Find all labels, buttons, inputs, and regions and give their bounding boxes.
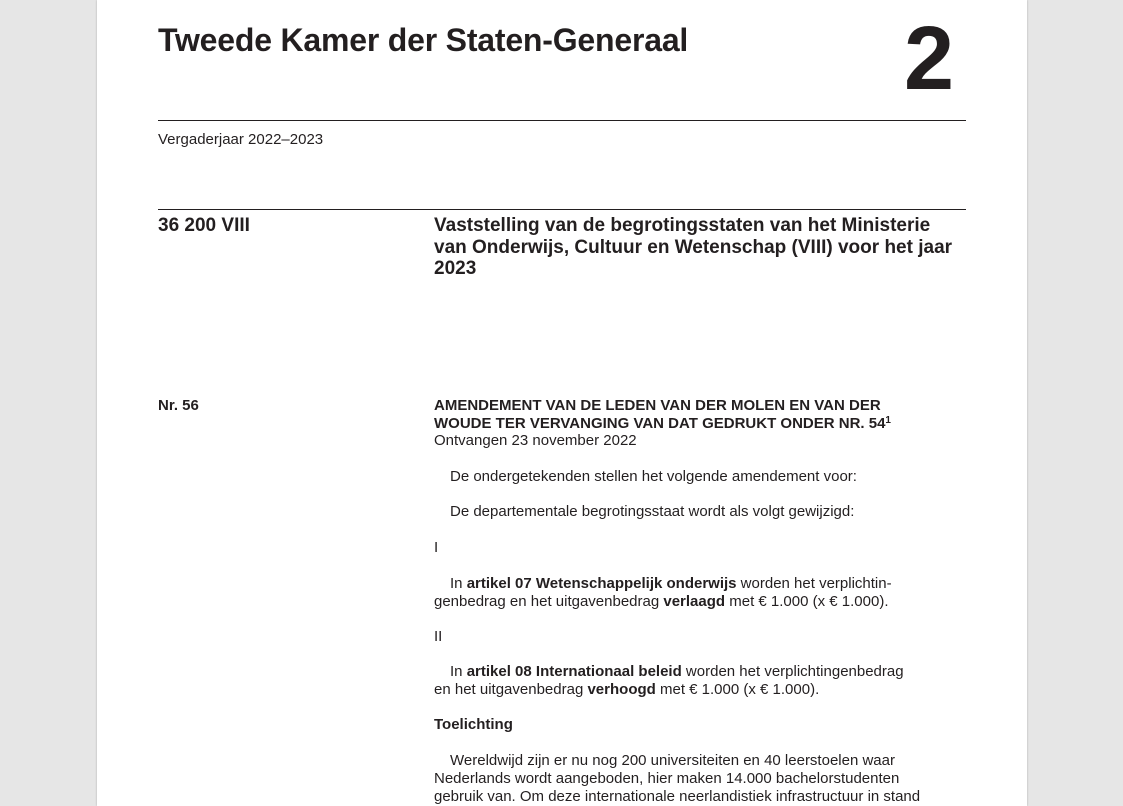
section-2-paragraph [434, 663, 964, 699]
session-year: Vergaderjaar 2022–2023 [158, 131, 324, 148]
intro-paragraph: De ondergetekenden stellen het volgende amendement voor: [450, 468, 857, 485]
received-date: Ontvangen 23 november 2022 [434, 432, 637, 449]
document-page [97, 0, 1027, 806]
section-1-line1: In artikel 07 Wetenschappelijk onderwijs worden het verplichtin- [450, 575, 892, 592]
explanation-heading: Toelichting [434, 716, 513, 733]
section-2-line1: In artikel 08 Internationaal beleid worden het verplichtingenbedrag [450, 663, 904, 680]
section-2-article: artikel 08 Internationaal beleid [466, 663, 682, 680]
explanation-line3: gebruik van. Om deze internationale neerlandistiek infrastructuur in stand [434, 788, 921, 805]
section-2-line2: en het uitgavenbedrag verhoogd met € 1.000 (x € 1.000). [434, 681, 820, 698]
section-2-action: verhoogd [587, 681, 656, 698]
explanation-paragraph [434, 752, 964, 806]
footnote-ref[interactable]: 1 [885, 415, 891, 426]
section-2-numeral: II [434, 628, 443, 645]
header-divider [158, 120, 966, 121]
explanation-line2: Nederlands wordt aangeboden, hier maken 14.000 bachelorstudenten [434, 770, 900, 787]
kamerstuk-divider [158, 209, 966, 210]
document-number: 2 [904, 9, 955, 109]
kamerstuk-subject: Vaststelling van de begrotingsstaten van het Ministerie van Onderwijs, Cultuur en Wetenschap (VIII) voor het jaar 2023 [434, 215, 953, 279]
section-1-paragraph [434, 575, 964, 611]
section-1-action: verlaagd [663, 593, 726, 610]
change-intro-paragraph: De departementale begrotingsstaat wordt als volgt gewijzigd: [450, 503, 855, 520]
amendment-title-line2: WOUDE TER VERVANGING VAN DAT GEDRUKT ONDER NR. $54^1$ [434, 415, 891, 432]
amendment-title-line1: AMENDEMENT VAN DE LEDEN VAN DER MOLEN EN VAN DER [434, 397, 881, 414]
amendment-title [434, 397, 964, 433]
section-1-article: artikel 07 Wetenschappelijk onderwijs [466, 575, 737, 592]
explanation-line1: Wereldwijd zijn er nu nog 200 universiteiten en 40 leerstoelen waar [450, 752, 895, 769]
kamerstuk-number: 36 200 VIII [158, 215, 250, 236]
document-nr: Nr. 56 [158, 397, 199, 414]
chamber-title: Tweede Kamer der Staten-Generaal [158, 22, 689, 58]
section-1-line2: genbedrag en het uitgavenbedrag verlaagd met € 1.000 (x € 1.000). [434, 593, 889, 610]
section-1-numeral: I [434, 539, 439, 556]
